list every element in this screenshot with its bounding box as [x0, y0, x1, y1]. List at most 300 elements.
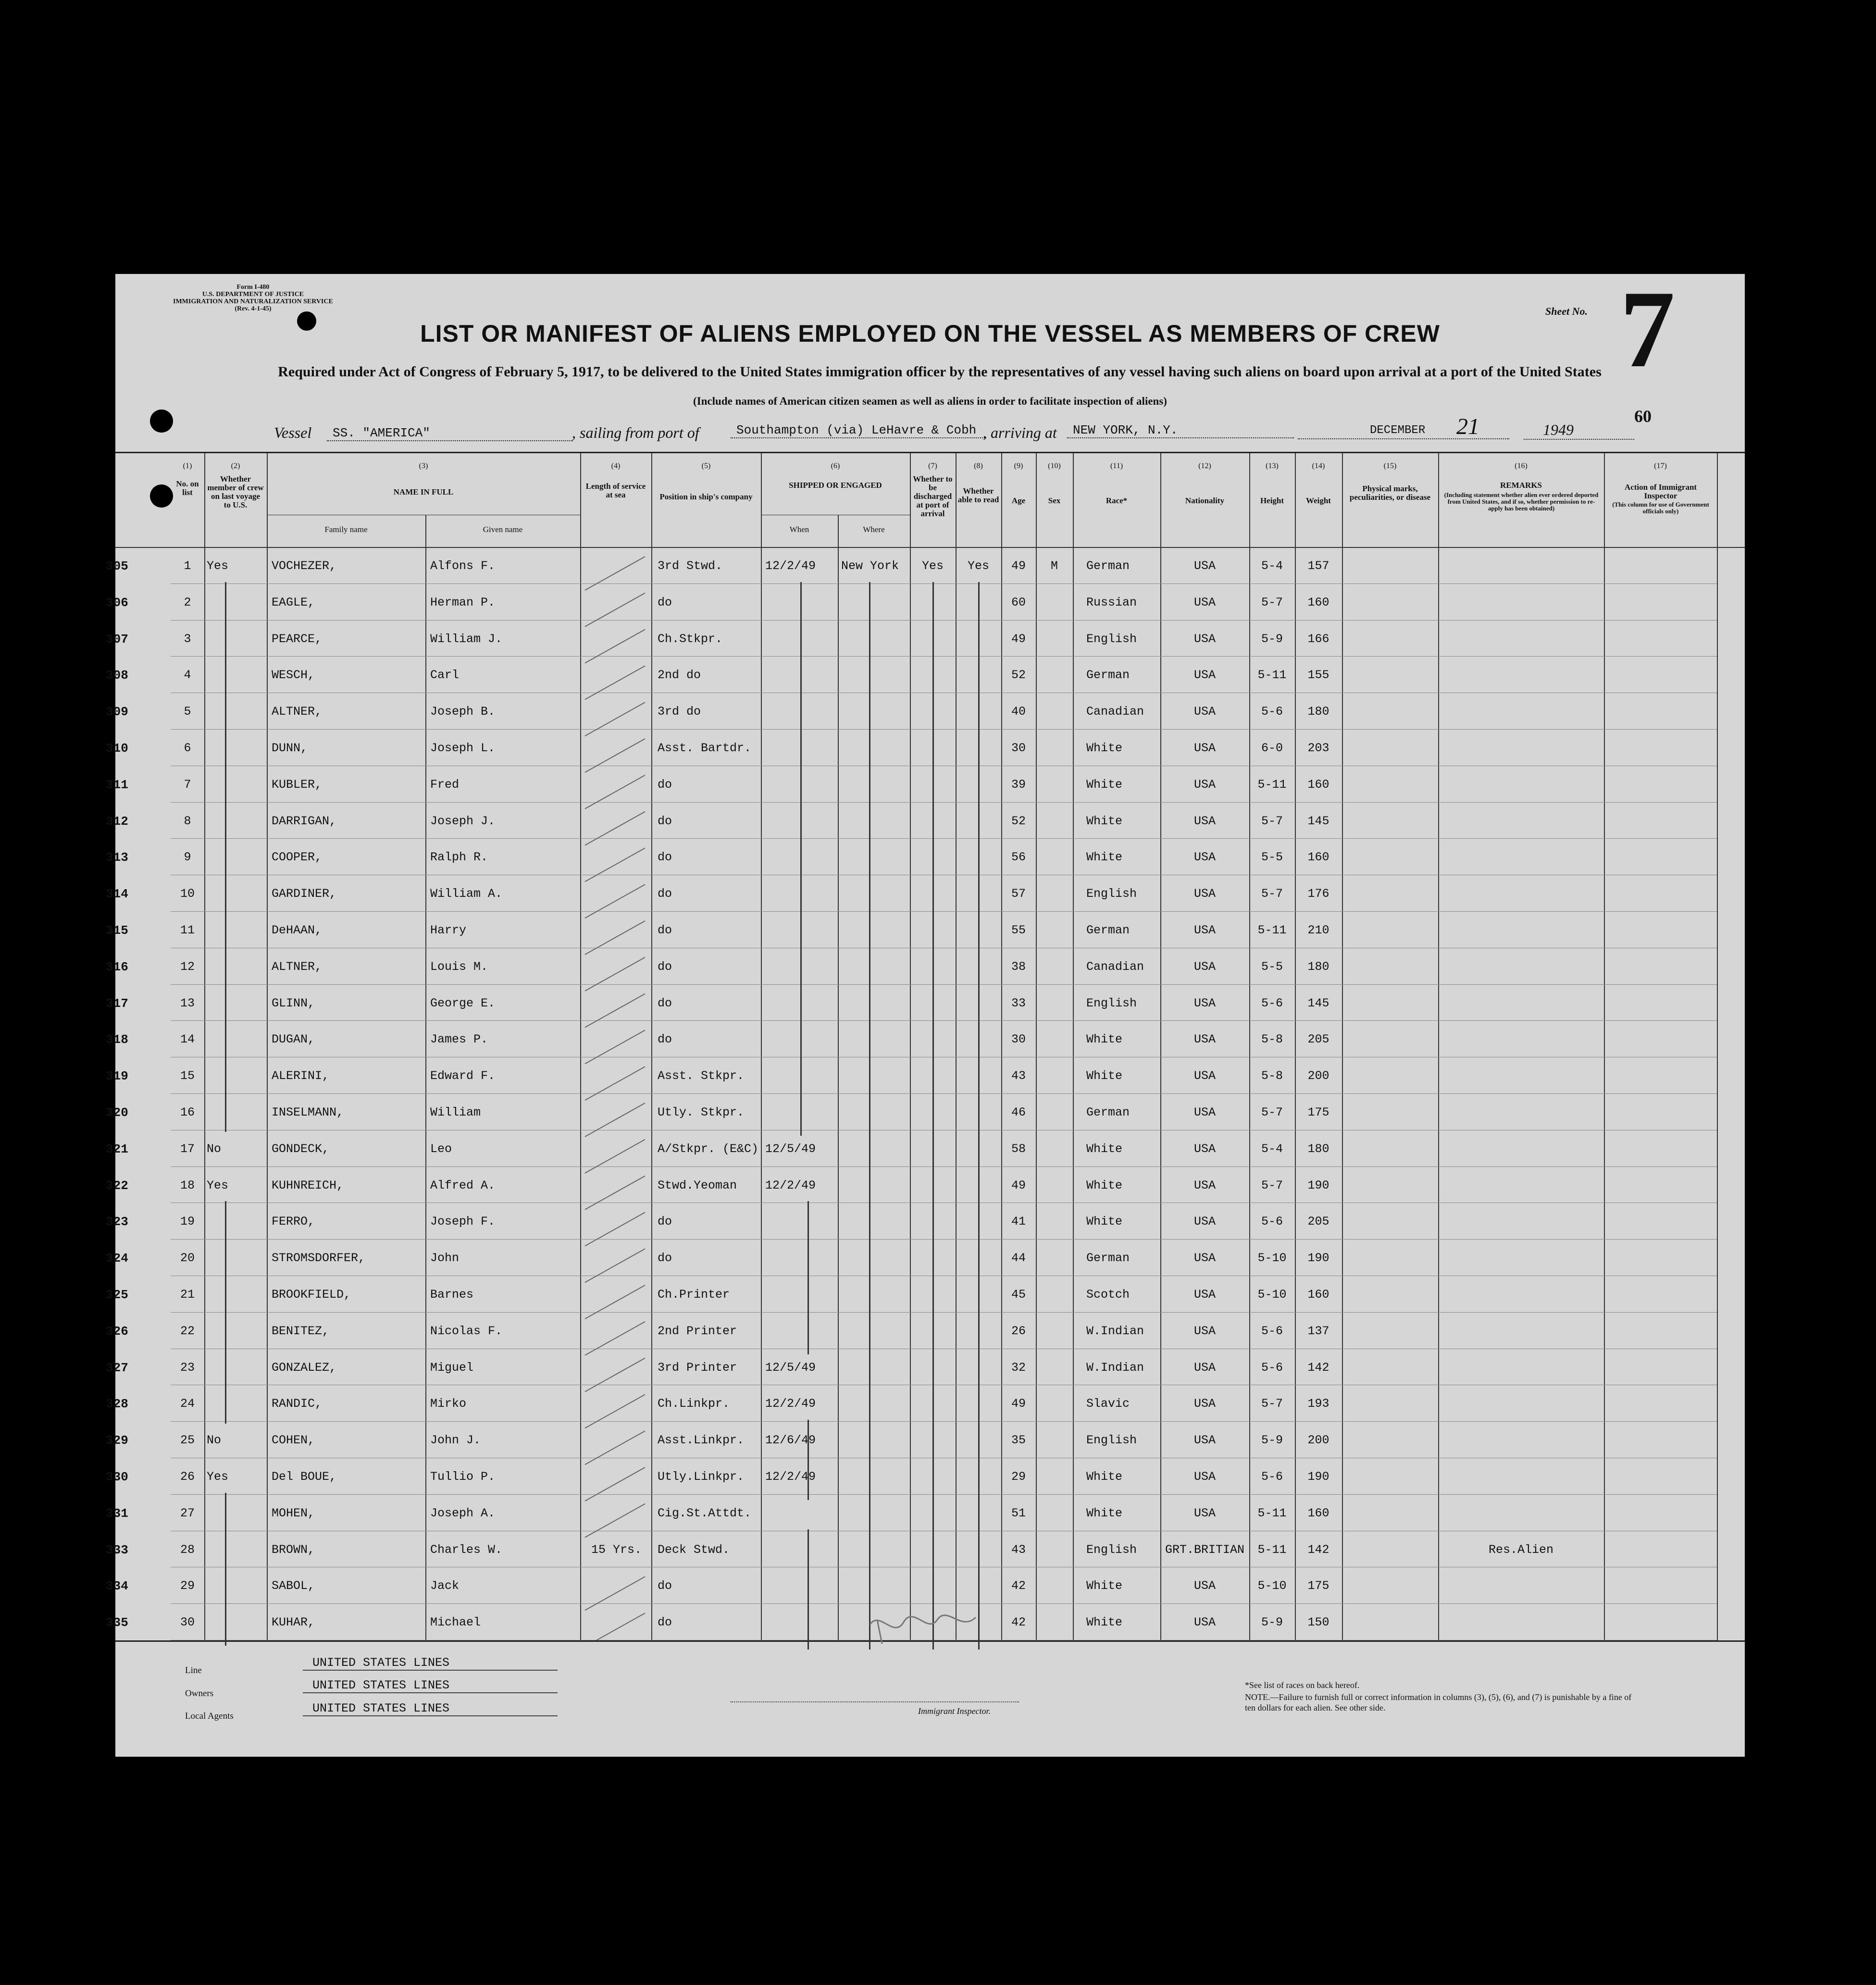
- cell-weight: 160: [1307, 1506, 1329, 1520]
- cell-position: Ch.Stkpr.: [658, 632, 723, 646]
- cell-age: 42: [1011, 1579, 1026, 1593]
- column-divider: [204, 453, 205, 1640]
- col-head-family-name: Family name: [324, 525, 368, 534]
- cell-age: 46: [1011, 1105, 1026, 1119]
- cell-age: 49: [1011, 1178, 1026, 1192]
- col-head-inspector-action: Action of Immigrant Inspector: [1624, 483, 1697, 500]
- cell-given: Alfons F.: [430, 559, 496, 573]
- punch-hole: [297, 311, 316, 331]
- cell-age: 49: [1011, 632, 1026, 646]
- cell-height: 5-8: [1261, 1032, 1283, 1047]
- cell-position: do: [658, 777, 672, 792]
- cell-weight: 180: [1307, 705, 1329, 719]
- cell-age: 41: [1011, 1215, 1026, 1229]
- row-stamp-number: 334: [106, 1579, 128, 1594]
- row-stamp-number: 318: [106, 1032, 128, 1047]
- cell-read: Yes: [967, 559, 989, 573]
- col-head-name: NAME IN FULL: [393, 487, 454, 496]
- cell-race: English: [1086, 887, 1137, 901]
- cell-height: 5-10: [1257, 1579, 1287, 1593]
- cell-family: EAGLE,: [272, 595, 315, 609]
- cell-nationality: USA: [1193, 996, 1216, 1010]
- cell-position: do: [658, 814, 672, 828]
- arrival-day: 21: [1456, 414, 1479, 439]
- cell-family: STROMSDORFER,: [272, 1251, 366, 1265]
- cell-given: Charles W.: [430, 1542, 503, 1557]
- cell-race: White: [1086, 850, 1123, 865]
- page-subnote: (Include names of American citizen seamen as well as aliens in order to facilitate inspection of aliens): [693, 395, 1167, 407]
- cell-nationality: USA: [1193, 632, 1216, 646]
- cell-age: 49: [1011, 1397, 1026, 1411]
- cell-position: 3rd Stwd.: [658, 559, 723, 573]
- cell-height: 5-11: [1257, 923, 1287, 937]
- cell-no: 26: [180, 1470, 195, 1484]
- cell-height: 5-9: [1261, 1433, 1283, 1448]
- cell-position: Cig.St.Attdt.: [658, 1506, 752, 1520]
- cell-given: Joseph L.: [430, 741, 496, 755]
- row-stamp-number: 314: [106, 887, 128, 902]
- row-stamp-number: 321: [106, 1141, 128, 1156]
- ditto-line: [225, 1201, 226, 1423]
- header-divider: [115, 547, 1745, 548]
- cell-age: 30: [1011, 1032, 1026, 1047]
- cell-position: Utly.Linkpr.: [658, 1470, 745, 1484]
- cell-height: 5-6: [1261, 1324, 1283, 1338]
- cell-height: 5-7: [1261, 1178, 1283, 1192]
- cell-given: William A.: [430, 887, 503, 901]
- cell-no: 12: [180, 959, 195, 974]
- col-head-sex: Sex: [1048, 496, 1061, 505]
- row-stamp-number: 322: [106, 1178, 128, 1193]
- cell-family: Del BOUE,: [272, 1470, 337, 1484]
- cell-race: English: [1086, 996, 1137, 1010]
- cell-height: 5-7: [1261, 1105, 1283, 1119]
- cell-position: do: [658, 996, 672, 1010]
- cell-age: 58: [1011, 1141, 1026, 1156]
- cell-given: Edward F.: [430, 1069, 496, 1083]
- col-num-11: (11): [1110, 462, 1123, 470]
- cell-given: Nicolas F.: [430, 1324, 503, 1338]
- cell-position: do: [658, 850, 672, 865]
- cell-family: DUNN,: [272, 741, 308, 755]
- cell-race: White: [1086, 814, 1123, 828]
- col-num-15: (15): [1383, 462, 1397, 470]
- cell-position: 2nd Printer: [658, 1324, 737, 1338]
- cell-weight: 160: [1307, 777, 1329, 792]
- cell-race: German: [1086, 1105, 1130, 1119]
- cell-given: Joseph F.: [430, 1215, 496, 1229]
- cell-given: James P.: [430, 1032, 488, 1047]
- cell-age: 29: [1011, 1470, 1026, 1484]
- cell-given: Carl: [430, 668, 460, 682]
- cell-race: English: [1086, 1433, 1137, 1448]
- cell-no: 30: [180, 1615, 195, 1630]
- cell-weight: 200: [1307, 1433, 1329, 1448]
- col-num-2: (2): [231, 462, 240, 470]
- col-head-position: Position in ship's company: [659, 492, 753, 501]
- cell-when: 12/2/49: [765, 559, 816, 573]
- cell-given: Miguel: [430, 1360, 474, 1375]
- cell-given: Fred: [430, 777, 460, 792]
- cell-no: 10: [180, 887, 195, 901]
- cell-family: GLINN,: [272, 996, 315, 1010]
- cell-race: Canadian: [1086, 705, 1144, 719]
- cell-weight: 180: [1307, 1141, 1329, 1156]
- cell-position: Asst.Linkpr.: [658, 1433, 745, 1448]
- cell-family: KUBLER,: [272, 777, 323, 792]
- row-stamp-number: 308: [106, 668, 128, 683]
- column-divider: [1604, 453, 1605, 1640]
- column-divider: [910, 453, 911, 1640]
- column-divider: [1249, 453, 1250, 1640]
- col-head-physical-marks: Physical marks, peculiarities, or disease: [1349, 484, 1431, 502]
- cell-weight: 210: [1307, 923, 1329, 937]
- column-divider: [761, 453, 762, 1640]
- cell-position: do: [658, 1215, 672, 1229]
- owners-value: UNITED STATES LINES: [303, 1678, 558, 1693]
- cell-no: 4: [184, 668, 191, 682]
- cell-weight: 160: [1307, 595, 1329, 609]
- cell-nationality: USA: [1193, 959, 1216, 974]
- cell-height: 5-9: [1261, 632, 1283, 646]
- cell-weight: 175: [1307, 1579, 1329, 1593]
- penalty-note: NOTE.—Failure to furnish full or correct information in columns (3), (5), (6), and (7) is punishable by a fine of ten dollars for each alien. See other side.: [1245, 1692, 1632, 1712]
- cell-nationality: USA: [1193, 1032, 1216, 1047]
- col-num-10: (10): [1048, 462, 1061, 470]
- cell-family: BROOKFIELD,: [272, 1288, 351, 1302]
- row-stamp-number: 328: [106, 1397, 128, 1412]
- cell-given: Ralph R.: [430, 850, 488, 865]
- row-stamp-number: 329: [106, 1433, 128, 1448]
- cell-family: WESCH,: [272, 668, 315, 682]
- cell-race: German: [1086, 923, 1130, 937]
- col-head-read: Whether able to read: [957, 486, 999, 504]
- cell-given: Louis M.: [430, 959, 488, 974]
- column-divider: [1073, 453, 1074, 1640]
- cell-race: W.Indian: [1086, 1324, 1144, 1338]
- row-stamp-number: 327: [106, 1360, 128, 1375]
- col-head-service: Length of service at sea: [585, 482, 646, 499]
- cell-weight: 180: [1307, 959, 1329, 974]
- cell-family: COOPER,: [272, 850, 323, 865]
- cell-service: 15 Yrs.: [591, 1542, 642, 1557]
- cell-nationality: USA: [1193, 1615, 1216, 1630]
- cell-no: 1: [184, 559, 191, 573]
- cell-family: SABOL,: [272, 1579, 315, 1593]
- cell-race: Russian: [1086, 595, 1137, 609]
- row-line: [171, 1093, 1717, 1094]
- inspector-signature: [860, 1605, 985, 1649]
- cell-weight: 142: [1307, 1360, 1329, 1375]
- cell-age: 43: [1011, 1069, 1026, 1083]
- cell-race: English: [1086, 632, 1137, 646]
- cell-nationality: USA: [1193, 1579, 1216, 1593]
- cell-age: 44: [1011, 1251, 1026, 1265]
- cell-given: William: [430, 1105, 481, 1119]
- cell-height: 5-11: [1257, 1506, 1287, 1520]
- row-stamp-number: 333: [106, 1542, 128, 1557]
- cell-height: 5-6: [1261, 996, 1283, 1010]
- cell-position: do: [658, 1615, 672, 1630]
- cell-height: 5-7: [1261, 887, 1283, 901]
- row-line: [171, 656, 1717, 657]
- cell-no: 7: [184, 777, 191, 792]
- cell-family: KUHNREICH,: [272, 1178, 344, 1192]
- cell-sex: M: [1050, 559, 1058, 573]
- cell-no: 22: [180, 1324, 195, 1338]
- cell-given: William J.: [430, 632, 503, 646]
- row-stamp-number: 309: [106, 705, 128, 720]
- cell-nationality: USA: [1193, 923, 1216, 937]
- cell-when: 12/5/49: [765, 1141, 816, 1156]
- cell-when: 12/2/49: [765, 1178, 816, 1192]
- row-stamp-number: 312: [106, 814, 128, 829]
- row-stamp-number: 315: [106, 923, 128, 938]
- row-line: [171, 1020, 1717, 1021]
- cell-position: 3rd do: [658, 705, 701, 719]
- cell-weight: 145: [1307, 814, 1329, 828]
- cell-position: Ch.Printer: [658, 1288, 730, 1302]
- cell-family: ALTNER,: [272, 959, 323, 974]
- arrival-port: NEW YORK, N.Y.: [1067, 423, 1294, 438]
- cell-nationality: USA: [1193, 1397, 1216, 1411]
- cell-nationality: USA: [1193, 850, 1216, 865]
- cell-height: 5-6: [1261, 1360, 1283, 1375]
- col-num-6: (6): [831, 462, 840, 470]
- cell-given: Leo: [430, 1141, 452, 1156]
- row-stamp-number: 306: [106, 595, 128, 610]
- cell-last-voyage: Yes: [207, 1470, 229, 1484]
- row-stamp-number: 330: [106, 1470, 128, 1484]
- cell-position: do: [658, 1579, 672, 1593]
- cell-family: VOCHEZER,: [272, 559, 337, 573]
- punch-hole: [150, 484, 173, 508]
- cell-weight: 157: [1307, 559, 1329, 573]
- cell-race: Slavic: [1086, 1397, 1130, 1411]
- col-head-last-voyage: Whether member of crew on last voyage to U.S.: [207, 474, 264, 509]
- column-divider: [838, 515, 839, 1640]
- cell-nationality: USA: [1193, 668, 1216, 682]
- cell-given: John J.: [430, 1433, 481, 1448]
- cell-height: 5-5: [1261, 959, 1283, 974]
- row-stamp-number: 307: [106, 632, 128, 646]
- cell-position: do: [658, 1251, 672, 1265]
- cell-no: 17: [180, 1141, 195, 1156]
- row-line: [171, 1166, 1717, 1167]
- ditto-line: [978, 582, 980, 1650]
- cell-family: BROWN,: [272, 1542, 315, 1557]
- sailing-label: , sailing from port of: [572, 424, 699, 441]
- row-stamp-number: 335: [106, 1615, 128, 1630]
- cell-position: do: [658, 887, 672, 901]
- cell-no: 15: [180, 1069, 195, 1083]
- cell-no: 8: [184, 814, 191, 828]
- cell-age: 26: [1011, 1324, 1026, 1338]
- col-num-17: (17): [1654, 462, 1667, 470]
- cell-discharged: Yes: [921, 559, 944, 573]
- cell-family: GONDECK,: [272, 1141, 330, 1156]
- col-num-13: (13): [1266, 462, 1279, 470]
- cell-age: 39: [1011, 777, 1026, 792]
- cell-weight: 175: [1307, 1105, 1329, 1119]
- row-line: [171, 1239, 1717, 1240]
- column-divider: [267, 453, 268, 1640]
- column-divider: [1295, 453, 1296, 1640]
- col-num-16: (16): [1515, 462, 1528, 470]
- cell-nationality: USA: [1193, 1324, 1216, 1338]
- cell-remarks: Res.Alien: [1488, 1542, 1554, 1557]
- cell-race: English: [1086, 1542, 1137, 1557]
- cell-age: 56: [1011, 850, 1026, 865]
- cell-when: 12/2/49: [765, 1397, 816, 1411]
- cell-nationality: USA: [1193, 559, 1216, 573]
- row-stamp-number: 324: [106, 1251, 128, 1266]
- cell-given: Harry: [430, 923, 467, 937]
- ditto-line: [932, 582, 934, 1650]
- row-stamp-number: 320: [106, 1105, 128, 1120]
- cell-height: 5-7: [1261, 595, 1283, 609]
- cell-no: 25: [180, 1433, 195, 1448]
- cell-nationality: USA: [1193, 814, 1216, 828]
- column-divider: [1342, 453, 1343, 1640]
- col-head-when: When: [789, 525, 809, 534]
- cell-age: 30: [1011, 741, 1026, 755]
- cell-nationality: USA: [1193, 1288, 1216, 1302]
- row-stamp-number: 323: [106, 1215, 128, 1229]
- cell-nationality: USA: [1193, 705, 1216, 719]
- cell-no: 29: [180, 1579, 195, 1593]
- cell-position: Utly. Stkpr.: [658, 1105, 745, 1119]
- row-line: [171, 1312, 1717, 1313]
- cell-weight: 160: [1307, 850, 1329, 865]
- cell-weight: 200: [1307, 1069, 1329, 1083]
- cell-age: 45: [1011, 1288, 1026, 1302]
- col-head-no-on-list: No. on list: [176, 479, 199, 497]
- cell-nationality: USA: [1193, 595, 1216, 609]
- col-num-1: (1): [183, 462, 192, 470]
- service: IMMIGRATION AND NATURALIZATION SERVICE: [173, 298, 333, 305]
- row-line: [171, 1494, 1717, 1495]
- cell-when: 12/6/49: [765, 1433, 816, 1448]
- cell-last-voyage: Yes: [207, 1178, 229, 1192]
- row-line: [171, 1421, 1717, 1422]
- page-title: LIST OR MANIFEST OF ALIENS EMPLOYED ON THE VESSEL AS MEMBERS OF CREW: [420, 320, 1440, 347]
- cell-no: 24: [180, 1397, 195, 1411]
- cell-position: Asst. Bartdr.: [658, 741, 752, 755]
- cell-race: Scotch: [1086, 1288, 1130, 1302]
- row-stamp-number: 313: [106, 850, 128, 865]
- cell-no: 27: [180, 1506, 195, 1520]
- cell-nationality: USA: [1193, 1506, 1216, 1520]
- cell-family: PEARCE,: [272, 632, 323, 646]
- cell-height: 5-10: [1257, 1288, 1287, 1302]
- cell-age: 38: [1011, 959, 1026, 974]
- column-divider: [1717, 453, 1718, 1640]
- cell-given: Mirko: [430, 1397, 467, 1411]
- owners-label: Owners: [185, 1688, 214, 1699]
- agents-value: UNITED STATES LINES: [303, 1701, 558, 1716]
- col-head-inspector-note: (This column for use of Government officials only): [1612, 501, 1709, 515]
- cell-weight: 137: [1307, 1324, 1329, 1338]
- row-stamp-number: 316: [106, 959, 128, 974]
- col-head-discharged: Whether to be discharged at port of arrival: [913, 474, 953, 518]
- arriving-label: , arriving at: [983, 424, 1057, 441]
- cell-given: Michael: [430, 1615, 481, 1630]
- cell-weight: 190: [1307, 1470, 1329, 1484]
- cell-no: 11: [180, 923, 195, 937]
- department: U.S. DEPARTMENT OF JUSTICE: [202, 291, 304, 298]
- cell-last-voyage: No: [207, 1141, 222, 1156]
- cell-age: 51: [1011, 1506, 1026, 1520]
- cell-family: BENITEZ,: [272, 1324, 330, 1338]
- col-head-where: Where: [863, 525, 885, 534]
- column-divider: [1036, 453, 1037, 1640]
- cell-family: DARRIGAN,: [272, 814, 337, 828]
- form-revision: (Rev. 4-1-45): [235, 305, 272, 312]
- cell-family: MOHEN,: [272, 1506, 315, 1520]
- col-num-9: (9): [1014, 462, 1023, 470]
- page-reference-number: 60: [1634, 407, 1652, 426]
- cell-family: INSELMANN,: [272, 1105, 344, 1119]
- cell-no: 20: [180, 1251, 195, 1265]
- cell-family: DUGAN,: [272, 1032, 315, 1047]
- cell-race: White: [1086, 1141, 1123, 1156]
- cell-age: 33: [1011, 996, 1026, 1010]
- cell-given: Tullio P.: [430, 1470, 496, 1484]
- service-column-strokes: [580, 547, 651, 1640]
- ditto-line: [808, 1420, 809, 1500]
- cell-family: COHEN,: [272, 1433, 315, 1448]
- col-head-race: Race*: [1106, 496, 1128, 505]
- col-head-weight: Weight: [1306, 496, 1331, 505]
- col-head-shipped: SHIPPED OR ENGAGED: [789, 481, 882, 490]
- cell-race: White: [1086, 1215, 1123, 1229]
- cell-weight: 160: [1307, 1288, 1329, 1302]
- vessel-name: SS. "AMERICA": [327, 426, 573, 441]
- cell-weight: 193: [1307, 1397, 1329, 1411]
- inspector-label: Immigrant Inspector.: [918, 1706, 991, 1716]
- cell-age: 35: [1011, 1433, 1026, 1448]
- col-head-nationality: Nationality: [1185, 496, 1225, 505]
- cell-weight: 203: [1307, 741, 1329, 755]
- cell-no: 18: [180, 1178, 195, 1192]
- ditto-line: [800, 582, 802, 1136]
- cell-given: John: [430, 1251, 460, 1265]
- cell-weight: 205: [1307, 1215, 1329, 1229]
- cell-when: 12/5/49: [765, 1360, 816, 1375]
- cell-age: 42: [1011, 1615, 1026, 1630]
- cell-position: Deck Stwd.: [658, 1542, 730, 1557]
- cell-race: White: [1086, 1178, 1123, 1192]
- cell-weight: 155: [1307, 668, 1329, 682]
- cell-nationality: USA: [1193, 1141, 1216, 1156]
- cell-nationality: USA: [1193, 777, 1216, 792]
- vessel-label: Vessel: [274, 424, 312, 441]
- row-line: [171, 583, 1717, 584]
- cell-last-voyage: No: [207, 1433, 222, 1448]
- cell-race: White: [1086, 1506, 1123, 1520]
- cell-family: FERRO,: [272, 1215, 315, 1229]
- cell-race: White: [1086, 1069, 1123, 1083]
- row-stamp-number: 326: [106, 1324, 128, 1339]
- cell-race: W.Indian: [1086, 1360, 1144, 1375]
- cell-nationality: USA: [1193, 1178, 1216, 1192]
- col-num-3: (3): [419, 462, 428, 470]
- cell-position: 3rd Printer: [658, 1360, 737, 1375]
- row-stamp-number: 311: [106, 777, 128, 792]
- cell-weight: 166: [1307, 632, 1329, 646]
- row-line: [171, 802, 1717, 803]
